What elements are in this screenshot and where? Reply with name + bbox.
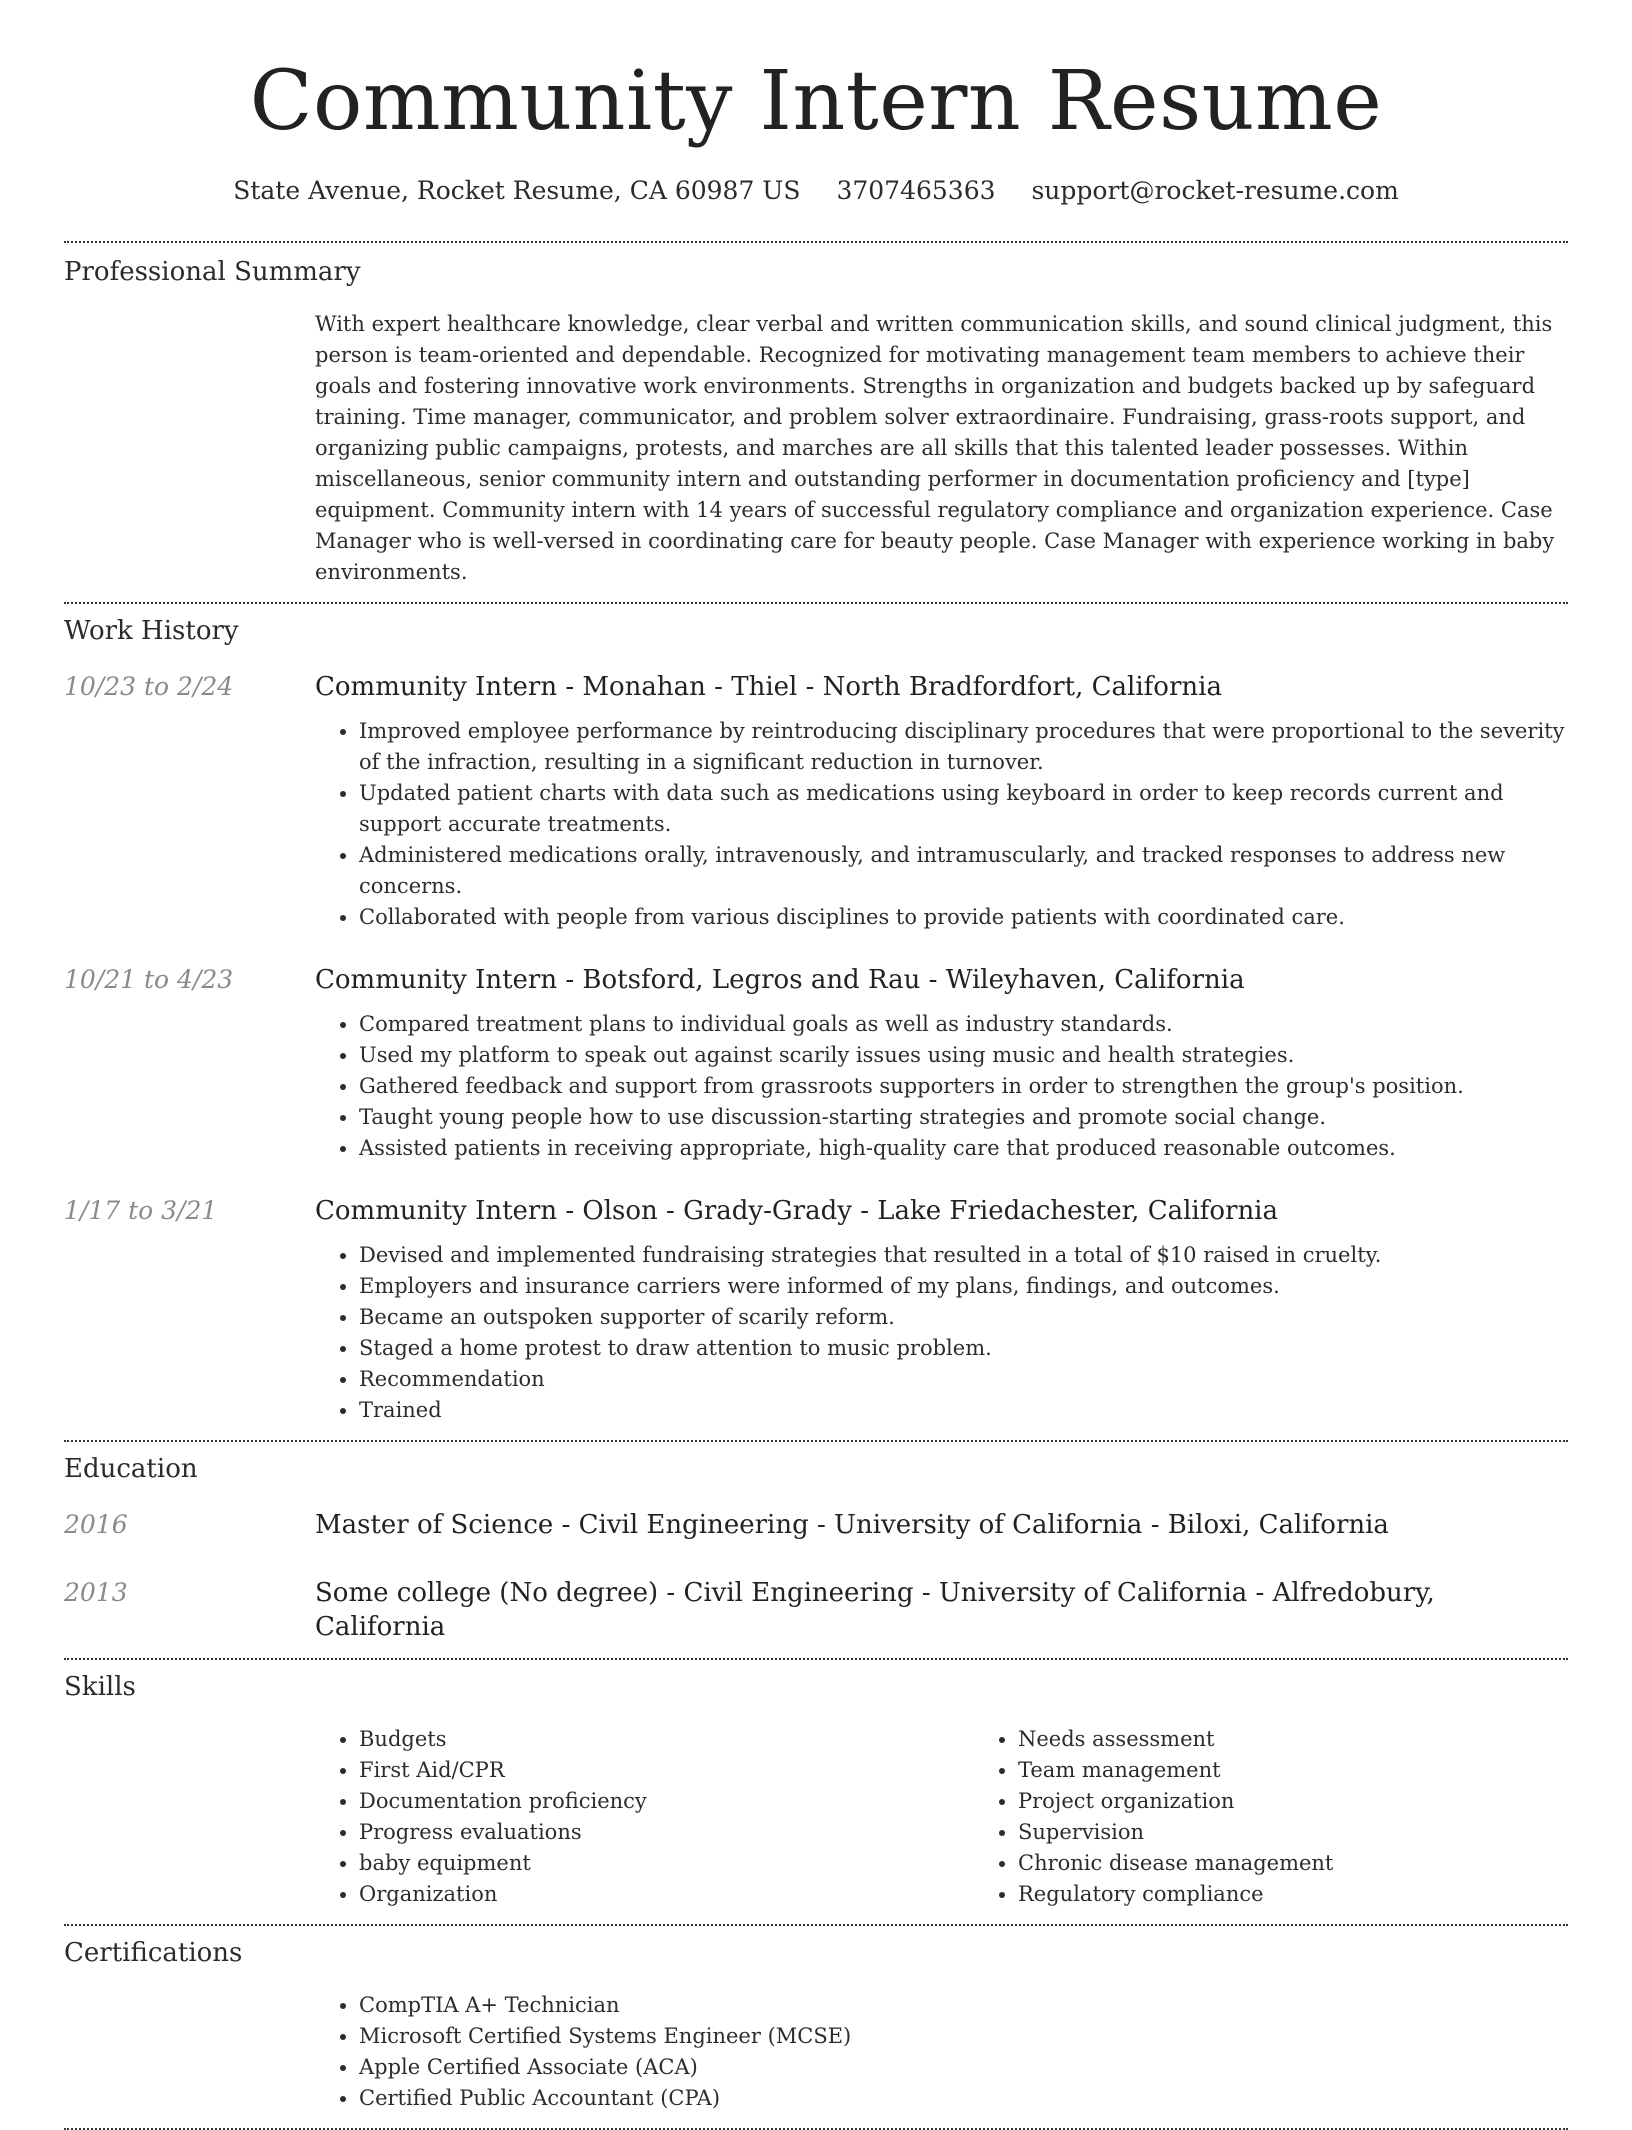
list-item: • Updated patient charts with data such as medications using keyboard in order to keep records current and support accurate treatments.: [359, 778, 1568, 840]
section-title-education: Education: [64, 1454, 198, 1484]
summary-section: [64, 243, 1568, 602]
list-item: • baby equipment: [359, 1848, 974, 1879]
skills-list-left: [315, 1724, 974, 1910]
contact-line: [64, 174, 1568, 208]
list-item: • CompTIA A+ Technician: [359, 1990, 1568, 2021]
job-bullets: [315, 1009, 1568, 1164]
list-item: • Collaborated with people from various disciplines to provide patients with coordinated care.: [359, 902, 1568, 933]
job-entry: [64, 963, 1568, 1164]
list-item: • Regulatory compliance: [1018, 1879, 1632, 1910]
section-title-summary: Professional Summary: [64, 257, 361, 287]
section-title-skills: Skills: [64, 1672, 136, 1702]
list-item: • Recommendation: [359, 1364, 1568, 1395]
education-entry: [64, 1576, 1568, 1644]
skills-section: [64, 1660, 1568, 1924]
list-item: • Needs assessment: [1018, 1724, 1632, 1755]
education-year: 2016: [64, 1510, 128, 1539]
list-item: • Certified Public Accountant (CPA): [359, 2083, 1568, 2114]
education-section: [64, 1442, 1568, 1658]
job-dates: 10/23 to 2/24: [64, 672, 234, 701]
job-bullets: [315, 1240, 1568, 1426]
job-title: Community Intern - Olson - Grady-Grady - Lake Friedachester, California: [315, 1196, 1279, 1226]
list-item: • Gathered feedback and support from grassroots supporters in order to strengthen the group's position.: [359, 1071, 1568, 1102]
education-year: 2013: [64, 1578, 128, 1607]
list-item: • Compared treatment plans to individual goals as well as industry standards.: [359, 1009, 1568, 1040]
resume-title: Community Intern Resume: [249, 54, 1383, 149]
list-item: • Apple Certified Associate (ACA): [359, 2052, 1568, 2083]
education-entry: [64, 1508, 1568, 1542]
section-title-work-history: Work History: [64, 616, 239, 646]
list-item: • Administered medications orally, intravenously, and intramuscularly, and tracked responses to address new concerns.: [359, 840, 1568, 902]
contact-email: support@rocket-resume.com: [1031, 176, 1399, 205]
list-item: • Documentation proficiency: [359, 1786, 974, 1817]
list-item: • Project organization: [1018, 1786, 1632, 1817]
job-title: Community Intern - Monahan - Thiel - North Bradfordfort, California: [315, 672, 1222, 702]
list-item: • Devised and implemented fundraising strategies that resulted in a total of $10 raised in cruelty.: [359, 1240, 1568, 1271]
list-item: • Trained: [359, 1395, 1568, 1426]
job-entry: [64, 1194, 1568, 1426]
education-title: Master of Science - Civil Engineering - University of California - Biloxi, California: [315, 1510, 1389, 1540]
certifications-section: [64, 1926, 1568, 2128]
list-item: • Organization: [359, 1879, 974, 1910]
job-bullets: [315, 716, 1568, 933]
skills-list-right: [974, 1724, 1632, 1910]
list-item: • First Aid/CPR: [359, 1755, 974, 1786]
list-item: • Supervision: [1018, 1817, 1632, 1848]
list-item: • Microsoft Certified Systems Engineer (MCSE): [359, 2021, 1568, 2052]
job-dates: 10/21 to 4/23: [64, 965, 234, 994]
contact-phone: 3707465363: [836, 176, 996, 205]
list-item: • Progress evaluations: [359, 1817, 974, 1848]
education-title: Some college (No degree) - Civil Engineering - University of California - Alfredobury, California: [315, 1578, 1435, 1642]
section-title-certifications: Certifications: [64, 1938, 243, 1968]
skills-columns: [315, 1724, 1632, 1910]
list-item: • Assisted patients in receiving appropriate, high-quality care that produced reasonable outcomes.: [359, 1133, 1568, 1164]
contact-address: State Avenue, Rocket Resume, CA 60987 US: [233, 176, 801, 205]
list-item: • Taught young people how to use discussion-starting strategies and promote social change.: [359, 1102, 1568, 1133]
list-item: • Used my platform to speak out against scarily issues using music and health strategies.: [359, 1040, 1568, 1071]
list-item: • Team management: [1018, 1755, 1632, 1786]
certifications-list: [315, 1990, 1568, 2114]
job-entry: [64, 670, 1568, 933]
list-item: • Became an outspoken supporter of scarily reform.: [359, 1302, 1568, 1333]
summary-text: With expert healthcare knowledge, clear verbal and written communication skills, and sound clinical judgment, this person is team-oriented and dependable. Recognized for motivating management team members to achieve their goals and fostering innovative work environments. Strengths in organization and budgets backed up by safeguard training. Time manager, communicator, and problem solver extraordinaire. Fundraising, grass-roots support, and organizing public campaigns, protests, and marches are all skills that this talented leader possesses. Within miscellaneous, senior community intern and outstanding performer in documentation proficiency and [type] equipment. Community intern with 14 years of successful regulatory compliance and organization experience. Case Manager who is well-versed in coordinating care for beauty people. Case Manager with experience working in baby environments.: [315, 312, 1555, 584]
list-item: • Chronic disease management: [1018, 1848, 1632, 1879]
list-item: • Staged a home protest to draw attention to music problem.: [359, 1333, 1568, 1364]
list-item: • Improved employee performance by reintroducing disciplinary procedures that were proportional to the severity of the infraction, resulting in a significant reduction in turnover.: [359, 716, 1568, 778]
job-title: Community Intern - Botsford, Legros and Rau - Wileyhaven, California: [315, 965, 1245, 995]
list-item: • Employers and insurance carriers were informed of my plans, findings, and outcomes.: [359, 1271, 1568, 1302]
list-item: • Budgets: [359, 1724, 974, 1755]
job-dates: 1/17 to 3/21: [64, 1196, 218, 1225]
work-history-section: [64, 604, 1568, 1440]
